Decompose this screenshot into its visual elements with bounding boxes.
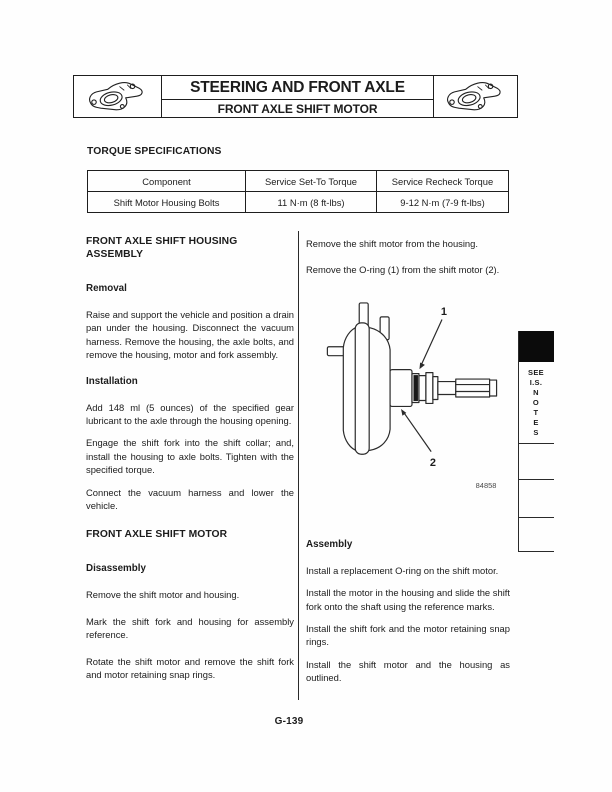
tab-label: SEE I.S. N O T E S <box>528 368 544 437</box>
column-header-recheck-torque: Service Recheck Torque <box>377 171 509 192</box>
figure-number: 84858 <box>475 480 497 490</box>
left-column <box>86 232 294 682</box>
steering-knuckle-icon <box>82 79 154 115</box>
cell-recheck-torque: 9-12 N·m (7-9 ft-lbs) <box>377 192 509 213</box>
table-header-row <box>88 171 509 192</box>
assembly-step: Install the shift fork and the motor retaining snap rings. <box>306 623 510 648</box>
column-header-set-to-torque: Service Set-To Torque <box>246 171 377 192</box>
o-ring <box>413 375 417 401</box>
shaft-end-cap <box>490 380 497 396</box>
tab-rule <box>518 443 554 444</box>
see-is-notes-tab <box>518 331 553 551</box>
subheading-assembly: Assembly <box>306 538 353 550</box>
subheading-removal: Removal <box>86 283 127 294</box>
disassembly-step: Remove the O-ring (1) from the shift motor (2). <box>306 264 500 276</box>
subheading-installation: Installation <box>86 375 138 387</box>
column-header-component: Component <box>88 171 246 192</box>
manual-subsection-title: FRONT AXLE SHIFT MOTOR <box>217 101 378 116</box>
shaft-hex-section <box>456 379 490 397</box>
manual-section-title: STEERING AND FRONT AXLE <box>190 78 405 96</box>
installation-step: Add 148 ml (5 ounces) of the specified gear lubricant to the axle through the housing opening. <box>86 401 294 427</box>
installation-step: Engage the shift fork into the shift collar; and, install the housing to axle bolts. Tighten with the specified torque. <box>86 437 294 476</box>
callout-1-label: 1 <box>440 305 447 318</box>
tab-rule <box>518 517 554 518</box>
callout-2-leader <box>403 411 431 451</box>
disassembly-step: Remove the shift motor and housing. <box>86 589 240 601</box>
motor-clamp-band <box>355 323 369 454</box>
torque-specs-heading: TORQUE SPECIFICATIONS <box>87 146 222 157</box>
column-divider-rule <box>298 231 299 700</box>
section-heading-shift-housing: FRONT AXLE SHIFT HOUSING ASSEMBLY <box>86 236 238 260</box>
cell-component: Shift Motor Housing Bolts <box>88 192 246 213</box>
header-banner <box>73 75 518 118</box>
callout-1-leader <box>421 320 442 366</box>
table-row <box>88 192 509 213</box>
callout-2-label: 2 <box>429 456 436 469</box>
motor-shaft <box>438 381 456 394</box>
header-right-icon-cell <box>433 76 517 117</box>
shift-motor-figure <box>306 290 510 502</box>
tab-black-marker <box>519 331 554 362</box>
right-column <box>306 232 510 685</box>
subheading-disassembly: Disassembly <box>86 563 146 575</box>
disassembly-step: Mark the shift fork and housing for assembly reference. <box>86 615 294 641</box>
vacuum-port-left <box>327 347 344 356</box>
shift-motor-diagram <box>306 290 510 502</box>
disassembly-step: Rotate the shift motor and remove the shift fork and motor retaining snap rings. <box>86 655 294 681</box>
section-heading-shift-motor: FRONT AXLE SHIFT MOTOR <box>86 529 228 541</box>
steering-knuckle-icon <box>440 79 512 115</box>
header-title-block <box>162 76 433 117</box>
disassembly-step: Remove the shift motor from the housing. <box>306 238 478 249</box>
assembly-step: Install the shift motor and the housing as outlined. <box>306 658 510 684</box>
cell-set-to-torque: 11 N·m (8 ft-lbs) <box>246 192 377 213</box>
removal-step: Raise and support the vehicle and position a drain pan under the housing. Disconnect the vacuum harness. Remove the housing, the axle bolts, and remove the housing, motor and fork assembly. <box>86 309 294 361</box>
torque-specs-table <box>87 170 509 213</box>
assembly-step: Install the motor in the housing and slide the shift fork onto the shaft using the reference marks. <box>306 587 510 612</box>
page-number: G-139 <box>274 716 304 727</box>
header-left-icon-cell <box>74 76 162 117</box>
tab-rule <box>518 551 554 552</box>
tab-rule <box>518 479 554 480</box>
assembly-step: Install a replacement O-ring on the shift motor. <box>306 564 499 576</box>
installation-step: Connect the vacuum harness and lower the vehicle. <box>86 486 294 512</box>
motor-boss <box>390 369 412 406</box>
